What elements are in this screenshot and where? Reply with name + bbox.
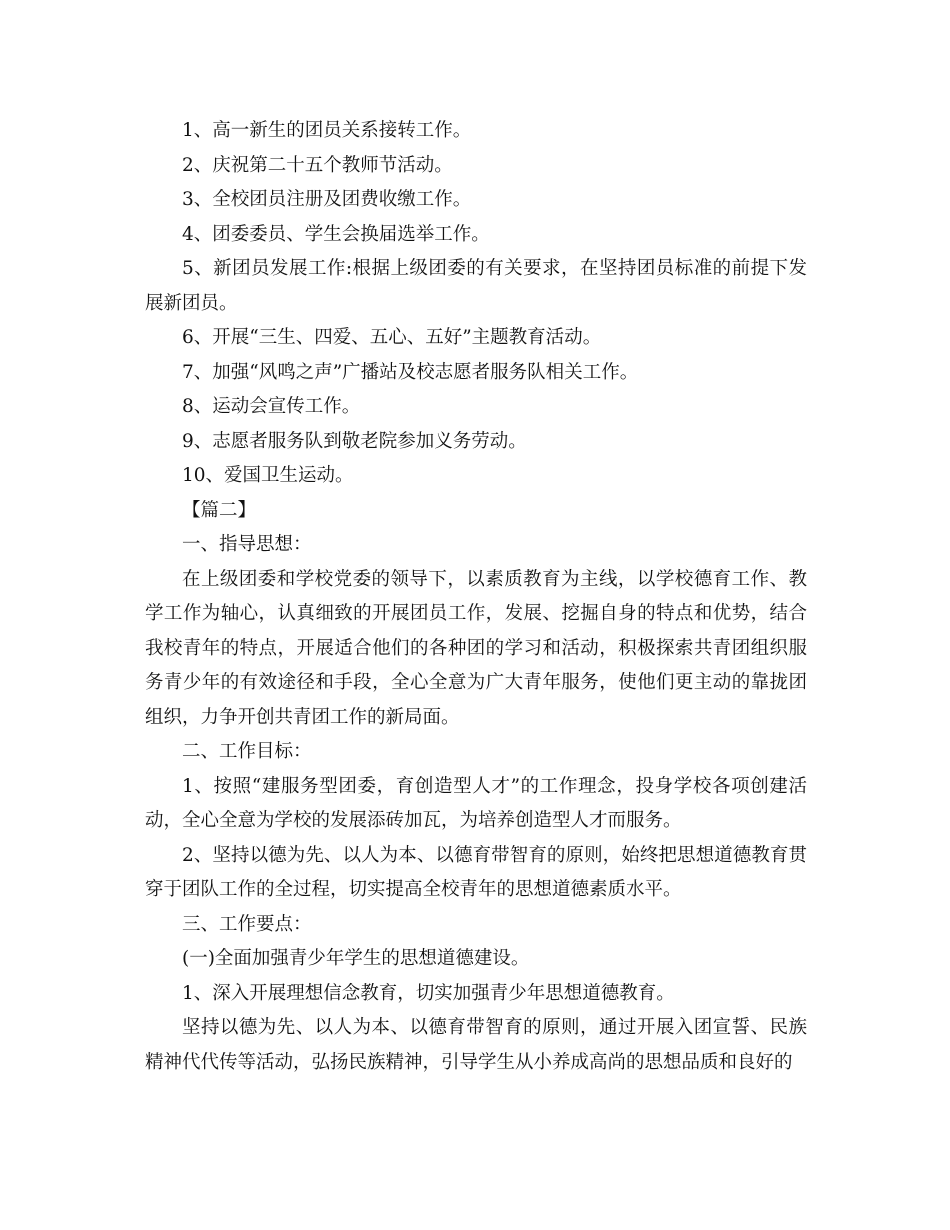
list-item: 6、开展“三生、四爱、五心、五好”主题教育活动。 [182, 327, 602, 348]
list-item: 8、运动会宣传工作。 [182, 396, 361, 417]
subsection-heading: 二、工作目标： [182, 741, 312, 762]
subsection-heading: 三、工作要点： [182, 913, 312, 935]
list-item: 5、新团员发展工作:根据上级团委的有关要求，在坚持团员标准的前提下发展新团员。 [145, 258, 807, 314]
body-paragraph: 1、深入开展理想信念教育，切实加强青少年思想道德教育。 [182, 982, 675, 1004]
section-heading: 【篇二】 [182, 499, 257, 521]
list-item: 9、志愿者服务队到敬老院参加义务劳动。 [182, 430, 527, 452]
list-item: 7、加强“风鸣之声”广播站及校志愿者服务队相关工作。 [182, 361, 639, 383]
list-item: 4、团委委员、学生会换届选举工作。 [182, 223, 490, 245]
list-item: 1、高一新生的团员关系接转工作。 [182, 120, 472, 141]
body-paragraph: 在上级团委和学校党委的领导下，以素质教育为主线，以学校德育工作、教学工作为轴心，认真细致的开展团员工作，发展、挖掘自身的特点和优势，结合我校青年的特点，开展适合他们的各种团的学习和活动，积极探索共青团组织服务青少年的有效途径和手段，全心全意为广大青年服务，使他们更主动的靠拢团组织，力争开创共青团工作的新局面。 [145, 568, 807, 728]
document-body [145, 114, 807, 1080]
body-paragraph: 1、按照“建服务型团委，育创造型人才”的工作理念，投身学校各项创建活动，全心全意为学校的发展添砖加瓦，为培养创造型人才而服务。 [145, 775, 807, 831]
body-paragraph: 坚持以德为先、以人为本、以德育带智育的原则，通过开展入团宣誓、民族精神代代传等活动，弘扬民族精神，引导学生从小养成高尚的思想品质和良好的 [145, 1017, 807, 1073]
list-item: 10、爱国卫生运动。 [182, 465, 354, 486]
list-item: 3、全校团员注册及团费收缴工作。 [182, 189, 472, 210]
list-item: 2、庆祝第二十五个教师节活动。 [182, 154, 453, 176]
body-paragraph: 2、坚持以德为先、以人为本、以德育带智育的原则，始终把思想道德教育贯穿于团队工作的全过程，切实提高全校青年的思想道德素质水平。 [145, 844, 807, 900]
body-paragraph: (一)全面加强青少年学生的思想道德建设。 [182, 948, 530, 969]
subsection-heading: 一、指导思想： [182, 534, 312, 555]
